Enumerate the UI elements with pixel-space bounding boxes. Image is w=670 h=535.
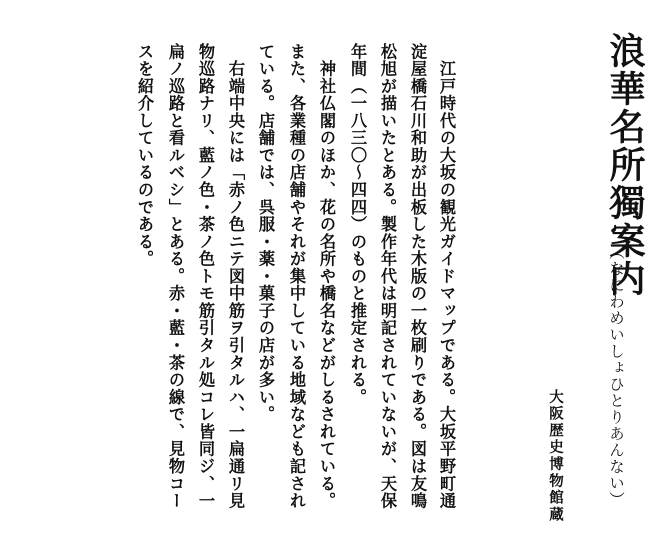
body-line-4: 年間（一八三〇〜四四）のものと推定される。 — [348, 43, 367, 406]
body-line-11: スを紹介しているのである。 — [135, 43, 154, 268]
body-line-8: 右端中央には「赤ノ色ニテ図中筋ヲ引タルハ、一扁通リ見 — [226, 43, 245, 510]
body-line-5: 神社仏閣のほか、花の名所や橋名などがしるされている。 — [317, 43, 336, 510]
title-reading: （なにわめいしょひとりあんない） — [607, 244, 625, 508]
collection-credit: 大阪歴史博物館蔵 — [547, 389, 563, 524]
body-line-10: 扁ノ巡路と看ルベシ」とある。赤・藍・茶の線で、見物コー — [166, 43, 185, 510]
body-line-6: また、各業種の店舗やそれが集中している地域なども記され — [287, 43, 306, 510]
body-line-9: 物巡路ナリ、藍ノ色・茶ノ色トモ筋引タル処コレ皆同ジ、一 — [196, 43, 215, 510]
body-line-7: ている。店舗では、呉服・薬・菓子の店が多い。 — [256, 43, 275, 424]
body-line-1: 江戸時代の大坂の観光ガイドマップである。大坂平野町通 — [437, 43, 456, 510]
body-line-3: 松旭が描いたとある。製作年代は明記されていないが、天保 — [378, 43, 397, 510]
document-title: 浪華名所獨案内 — [604, 32, 645, 298]
body-line-2: 淀屋橋石川和助が出板した木版の一枚刷りである。図は友鳴 — [408, 43, 427, 510]
